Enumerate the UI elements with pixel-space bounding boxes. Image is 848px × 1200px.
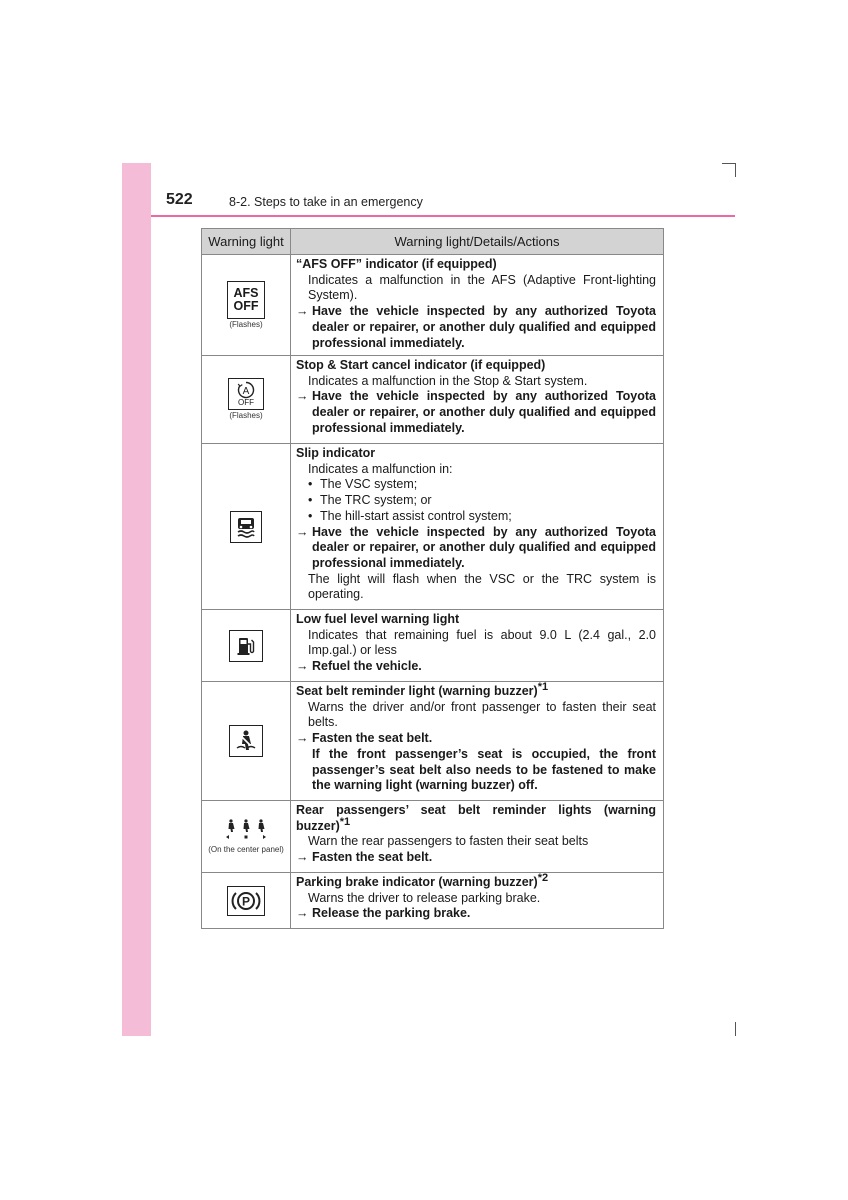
row-action: → Fasten the seat belt.	[296, 731, 433, 746]
details-cell	[291, 682, 664, 801]
column-header-warning-light: Warning light	[202, 229, 291, 255]
row-description: Warns the driver and/or front passenger to fasten their seat belts.	[308, 699, 656, 730]
details-cell	[291, 610, 664, 682]
section-title: 8-2. Steps to take in an emergency	[229, 195, 423, 209]
fuel-pump-icon	[229, 630, 263, 662]
arrow-icon: →	[296, 304, 309, 319]
icon-note: (Flashes)	[229, 319, 263, 329]
rear-seat-belt-icon	[224, 818, 268, 845]
details-cell	[291, 801, 664, 873]
crop-mark-top-vertical	[735, 163, 736, 177]
svg-text:A: A	[242, 386, 250, 397]
row-title: Slip indicator	[296, 446, 376, 460]
parking-brake-icon	[227, 886, 265, 916]
warning-light-table	[201, 228, 664, 929]
row-note: The light will flash when the VSC or the TRC system is operating.	[308, 571, 656, 602]
details-cell	[291, 356, 664, 444]
afs-off-icon	[227, 281, 265, 319]
arrow-icon: →	[296, 389, 309, 404]
icon-cell	[202, 801, 291, 873]
row-title: Parking brake indicator (warning buzzer)$^{*2}$	[296, 871, 549, 889]
arrow-icon: →	[296, 906, 309, 921]
header-rule	[151, 215, 735, 217]
row-description: Indicates a malfunction in the AFS (Adaptive Front-lighting System).	[308, 272, 656, 303]
off-label: OFF	[233, 298, 259, 313]
row-title: Rear passengers’ seat belt reminder lights (warning buzzer)$^{*1}$	[296, 803, 656, 833]
crop-mark-top	[722, 163, 735, 164]
icon-cell	[202, 255, 291, 356]
row-description: Warn the rear passengers to fasten their seat belts	[308, 834, 589, 849]
table-row	[202, 255, 664, 356]
seat-belt-icon	[229, 725, 263, 757]
row-action-detail: If the front passenger’s seat is occupied, the front passenger’s seat belt also needs to be fastened to make the warning light (warning buzzer) off.	[312, 746, 656, 793]
row-description: Indicates that remaining fuel is about 9.0 L (2.4 gal., 2.0 Imp.gal.) or less	[308, 627, 656, 658]
icon-cell	[202, 610, 291, 682]
footnote-ref: *1	[537, 680, 549, 693]
table-row	[202, 356, 664, 444]
row-description: Warns the driver to release parking brake.	[308, 890, 541, 905]
bullet-item: • The VSC system;	[308, 477, 418, 492]
footnote-ref: *2	[537, 871, 549, 884]
icon-note: (Flashes)	[229, 411, 263, 420]
details-cell	[291, 873, 664, 929]
arrow-icon: →	[296, 731, 309, 746]
table-header-row	[202, 229, 664, 255]
bullet-item: • The hill-start assist control system;	[308, 508, 512, 523]
details-cell	[291, 444, 664, 610]
column-header-details: Warning light/Details/Actions	[291, 229, 664, 255]
table-row	[202, 444, 664, 610]
arrow-icon: →	[296, 659, 309, 674]
table-row	[202, 801, 664, 873]
crop-mark-bottom	[735, 1022, 736, 1036]
row-title: “AFS OFF” indicator (if equipped)	[296, 257, 497, 271]
table-row	[202, 873, 664, 929]
arrow-icon: →	[296, 524, 309, 539]
row-action: → Have the vehicle inspected by any authorized Toyota dealer or repairer, or another duly qualified and equipped professional immediately.	[296, 304, 656, 350]
row-title: Stop & Start cancel indicator (if equipped)	[296, 358, 546, 372]
arrow-icon: →	[296, 850, 309, 865]
icon-cell	[202, 682, 291, 801]
row-title: Seat belt reminder light (warning buzzer)$^{*1}$	[296, 680, 549, 698]
row-description: Indicates a malfunction in the Stop & Start system.	[308, 373, 588, 388]
chapter-tab-strip	[122, 163, 151, 1036]
icon-note: (On the center panel)	[208, 845, 284, 855]
svg-text:P: P	[241, 894, 251, 908]
page-number: 522	[166, 191, 193, 208]
row-description: Indicates a malfunction in:	[308, 461, 453, 476]
table-row	[202, 682, 664, 801]
icon-cell	[202, 356, 291, 444]
off-label: OFF	[238, 398, 254, 407]
row-title: Low fuel level warning light	[296, 612, 460, 626]
stop-start-a-icon	[236, 381, 256, 399]
row-action: → Have the vehicle inspected by any authorized Toyota dealer or repairer, or another duly qualified and equipped professional immediately.	[296, 524, 656, 570]
row-action: → Have the vehicle inspected by any authorized Toyota dealer or repairer, or another duly qualified and equipped professional immediately.	[296, 389, 656, 435]
row-action: → Release the parking brake.	[296, 906, 471, 921]
icon-cell	[202, 873, 291, 929]
row-action: → Fasten the seat belt.	[296, 850, 433, 865]
stop-start-off-icon	[228, 378, 264, 410]
footnote-ref: *1	[339, 815, 351, 828]
details-cell	[291, 255, 664, 356]
row-action: → Refuel the vehicle.	[296, 659, 422, 674]
icon-cell	[202, 444, 291, 610]
slip-indicator-icon	[230, 511, 262, 543]
afs-label: AFS	[233, 285, 259, 300]
table-row	[202, 610, 664, 682]
bullet-item: • The TRC system; or	[308, 493, 432, 508]
